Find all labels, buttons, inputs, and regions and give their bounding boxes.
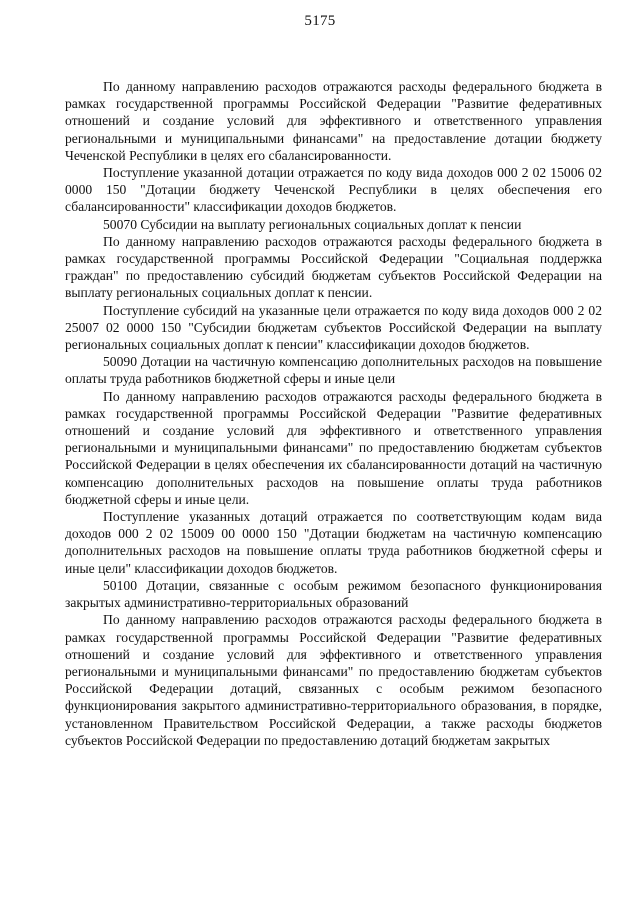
page-number: 5175 [304,13,336,29]
paragraph: Поступление указанных дотаций отражается по соответствующим кодам вида доходов 000 2 02 15009 00 0000 150 "Дотации бюджетам на частичную компенсацию дополнительных расходов на повышение оплаты труда работников бюджетной сферы и иные цели" классификации доходов бюджетов. [65,509,602,576]
section-heading: 50070 Субсидии на выплату региональных социальных доплат к пенсии [103,216,522,232]
paragraph: Поступление указанной дотации отражается по коду вида доходов 000 2 02 15006 02 0000 150 "Дотации бюджету Чеченской Республики в целях обеспечения его сбалансированности" классификации доходов бюджетов. [65,165,602,215]
section-heading: 50090 Дотации на частичную компенсацию дополнительных расходов на повышение оплаты труда работников бюджетной сферы и иные цели [65,354,602,387]
paragraph: По данному направлению расходов отражаются расходы федерального бюджета в рамках государственной программы Российской Федерации "Развитие федеративных отношений и создание условий для эффективного и ответственного управления региональными и муниципальными финансами" по предоставлению бюджетам субъектов Российской Федерации дотаций, связанных с особым режимом безопасного функционирования закрытого административно-территориального образования, в порядке, установленном Правительством Российской Федерации, а также расходы бюджетов субъектов Российской Федерации по предоставлению дотаций бюджетам закрытых [65,612,602,748]
section-heading: 50100 Дотации, связанные с особым режимом безопасного функционирования закрытых административно-территориальных образований [65,577,602,611]
document-body [65,78,602,749]
paragraph: По данному направлению расходов отражаются расходы федерального бюджета в рамках государственной программы Российской Федерации "Развитие федеративных отношений и создание условий для эффективного и ответственного управления региональными и муниципальными финансами" на предоставление дотации бюджету Чеченской Республики в целях его сбалансированности. [65,79,602,163]
paragraph: По данному направлению расходов отражаются расходы федерального бюджета в рамках государственной программы Российской Федерации "Социальная поддержка граждан" по предоставлению субсидий бюджетам субъектов Российской Федерации на выплату региональных социальных доплат к пенсии. [65,233,602,301]
paragraph: По данному направлению расходов отражаются расходы федерального бюджета в рамках государственной программы Российской Федерации "Развитие федеративных отношений и создание условий для эффективного и ответственного управления региональными и муниципальными финансами" по предоставлению бюджетам субъектов Российской Федерации в целях обеспечения их сбалансированности дотаций на частичную компенсацию дополнительных расходов на повышение оплаты труда работников бюджетной сферы и иные цели. [65,388,602,507]
paragraph: Поступление субсидий на указанные цели отражается по коду вида доходов 000 2 02 25007 02 0000 150 "Субсидии бюджетам субъектов Российской Федерации на выплату региональных социальных доплат к пенсии" классификации доходов бюджетов. [65,302,602,353]
